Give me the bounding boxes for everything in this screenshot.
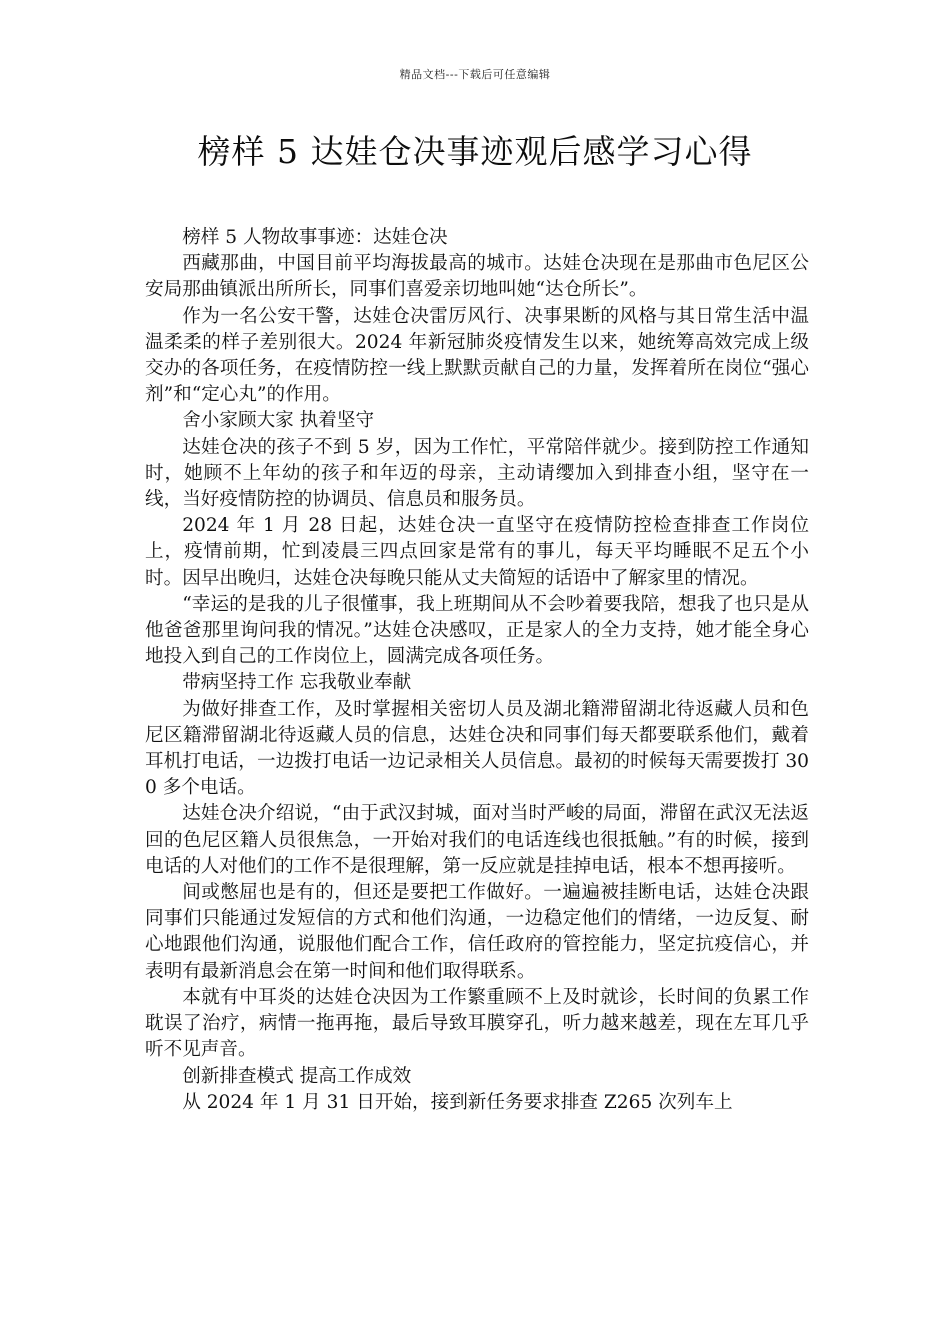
section-heading: 创新排查模式 提高工作成效 xyxy=(182,1065,412,1087)
body-paragraph: 为做好排查工作，及时掌握相关密切人员及湖北籍滞留湖北待返藏人员和色尼区籍滞留湖北待返藏人员的信息，达娃仓决和同事们每天都要联系他们，戴着耳机打电话，一边拨打电话一边记录相关人员信息。最初的时候每天需要拨打 300 多个电话。 xyxy=(145,698,809,799)
header-note: 精品文档---下载后可任意编辑 xyxy=(399,68,551,81)
document-title: 榜样 5 达娃仓决事迹观后感学习心得 xyxy=(197,132,753,171)
body-paragraph: 间或憋屈也是有的，但还是要把工作做好。一遍遍被挂断电话，达娃仓决跟同事们只能通过发短信的方式和他们沟通，一边稳定他们的情绪，一边反复、耐心地跟他们沟通，说服他们配合工作，信任政府的管控能力，坚定抗疫信心，并表明有最新消息会在第一时间和他们取得联系。 xyxy=(145,882,809,982)
body-paragraph: “幸运的是我的儿子很懂事，我上班期间从不会吵着要我陪，想我了也只是从他爸爸那里询问我的情况。”达娃仓决感叹，正是家人的全力支持，她才能全身心地投入到自己的工作岗位上，圆满完成各项任务。 xyxy=(145,593,809,668)
body-paragraph: 从 2024 年 1 月 31 日开始，接到新任务要求排查 Z265 次列车上 xyxy=(182,1091,733,1113)
body-paragraph: 本就有中耳炎的达娃仓决因为工作繁重顾不上及时就诊，长时间的负累工作耽误了治疗，病情一拖再拖，最后导致耳膜穿孔，听力越来越差，现在左耳几乎听不见声音。 xyxy=(145,986,809,1061)
body-paragraph: 西藏那曲，中国目前平均海拔最高的城市。达娃仓决现在是那曲市色尼区公安局那曲镇派出所所长，同事们喜爱亲切地叫她“达仓所长”。 xyxy=(145,253,809,301)
body-paragraph: 作为一名公安干警，达娃仓决雷厉风行、决事果断的风格与其日常生活中温温柔柔的样子差别很大。2024 年新冠肺炎疫情发生以来，她统筹高效完成上级交办的各项任务，在疫情防控一线上默默贡献自己的力量，发挥着所在岗位“强心剂”和“定心丸”的作用。 xyxy=(145,305,809,406)
document-body xyxy=(145,225,809,1116)
section-heading: 带病坚持工作 忘我敬业奉献 xyxy=(182,672,412,694)
body-paragraph: 达娃仓决的孩子不到 5 岁，因为工作忙，平常陪伴就少。接到防控工作通知时，她顾不上年幼的孩子和年迈的母亲，主动请缨加入到排查小组，坚守在一线，当好疫情防控的协调员、信息员和服务员。 xyxy=(145,436,809,511)
body-paragraph: 达娃仓决介绍说，“由于武汉封城，面对当时严峻的局面，滞留在武汉无法返回的色尼区籍人员很焦急，一开始对我们的电话连线也很抵触。”有的时候，接到电话的人对他们的工作不是很理解，第一反应就是挂掉电话，根本不想再接听。 xyxy=(145,803,809,877)
section-heading: 舍小家顾大家 执着坚守 xyxy=(182,410,375,432)
body-paragraph: 2024 年 1 月 28 日起，达娃仓决一直坚守在疫情防控检查排查工作岗位上，疫情前期，忙到凌晨三四点回家是常有的事儿，每天平均睡眠不足五个小时。因早出晚归，达娃仓决每晚只能从丈夫简短的话语中了解家里的情况。 xyxy=(145,515,809,589)
section-heading: 榜样 5 人物故事事迹：达娃仓决 xyxy=(182,227,448,248)
